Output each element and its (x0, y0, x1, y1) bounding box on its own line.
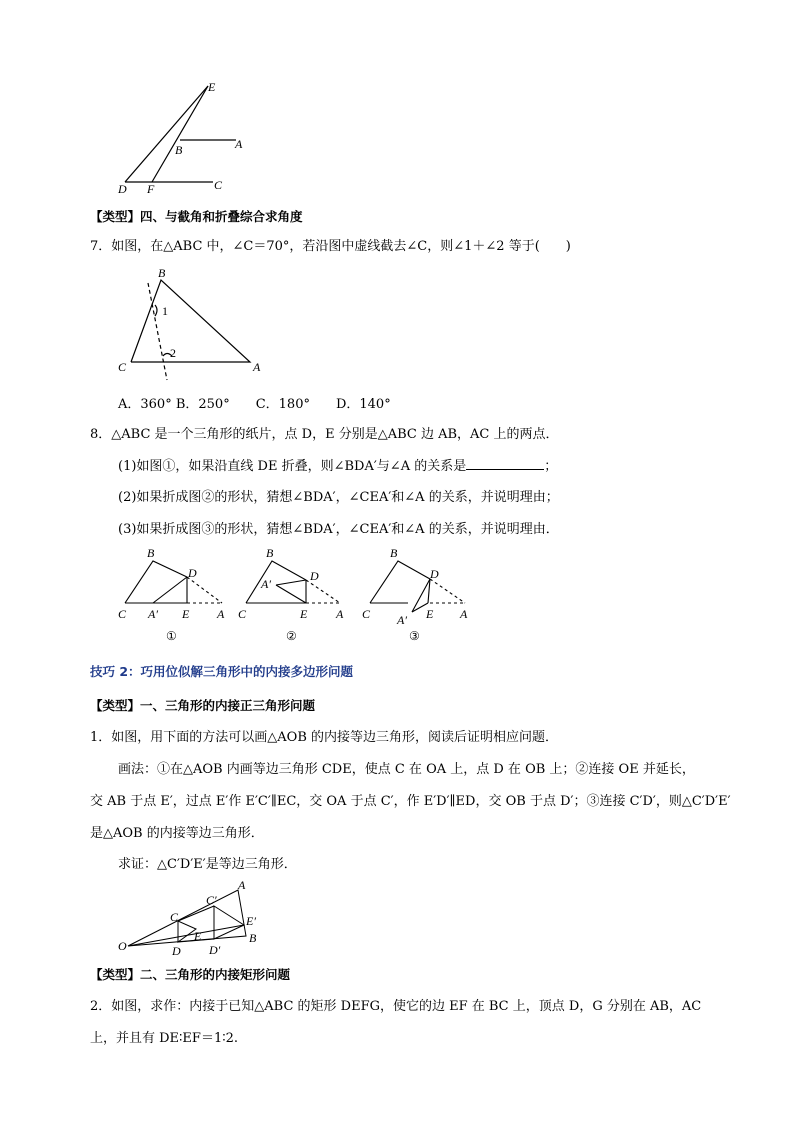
q2-line2: 上，并且有 DE∶EF＝1∶2. (90, 1031, 238, 1046)
q1-method-line3: 是△AOB 的内接等边三角形． (90, 826, 264, 841)
q8-part1 (118, 457, 557, 476)
fold-figure-3 (370, 561, 465, 612)
section-heading-type1: 【类型】一、三角形的内接正三角形问题 (90, 698, 316, 713)
q8-part3: (3)如果折成图③的形状，猜想∠BDA′，∠CEA′和∠A 的关系，并说明理由． (118, 522, 559, 537)
fig2-label-D: D (310, 569, 319, 583)
fig1-caption: ① (166, 629, 177, 643)
fig3-label-D: D (430, 567, 439, 581)
fig3-label-A-prime: A′ (397, 613, 407, 627)
cut-dashed-line (148, 283, 167, 380)
fig2-label-B: B (266, 546, 274, 560)
fig3-label-A: A (460, 607, 468, 621)
q2-line1: 2．如图，求作：内接于已知△ABC 的矩形 DEFG，使它的边 EF 在 BC 上，顶点 D，G 分别在 AB，AC (90, 999, 702, 1014)
q8-fold-figures (112, 543, 482, 645)
fig2-caption: ② (286, 629, 297, 643)
fig2-da-dashed (306, 580, 340, 603)
triangle-aob (128, 890, 246, 946)
fig1-label-A-prime: A′ (148, 607, 158, 621)
fig2-label-A-prime: A′ (261, 577, 271, 591)
q1-proof: 求证：△C′D′E′是等边三角形． (118, 857, 297, 872)
q7-triangle-figure (112, 264, 272, 382)
figure-parallel-lines (110, 76, 250, 198)
label-C: C (214, 178, 223, 192)
label-1: 1 (162, 304, 168, 318)
triangle-abc (131, 280, 250, 362)
fig1-label-B: B (147, 546, 155, 560)
line-ED (125, 86, 208, 182)
label-F: F (147, 182, 155, 196)
fig3-sides (370, 561, 430, 603)
label-A: A (235, 137, 243, 151)
q1-method-line1: 画法：①在△AOB 内画等边三角形 CDE，使点 C 在 OA 上，点 D 在 OB 上；②连接 OE 并延长， (118, 762, 695, 777)
line-oe-extended (128, 925, 244, 946)
label-E: E (194, 929, 202, 943)
q8-part2: (2)如果折成图②的形状，猜想∠BDA′，∠CEA′和∠A 的关系，并说明理由； (118, 490, 559, 505)
q1-inscribed-triangle-figure (116, 876, 266, 960)
label-D-prime: D′ (209, 943, 221, 957)
fig2-label-C: C (238, 607, 247, 621)
q8-part1-text: (1)如图①，如果沿直线 DE 折叠，则∠BDA′与∠A 的关系是 (118, 459, 467, 474)
fig1-label-C: C (118, 607, 127, 621)
fig2-da-prime (276, 580, 306, 585)
tip-2-heading: 技巧 2：巧用位似解三角形中的内接多边形问题 (90, 664, 354, 679)
label-B: B (175, 143, 183, 157)
q7-stem: 7．如图，在△ABC 中，∠C＝70°，若沿图中虚线截去∠C，则∠1＋∠2 等于( ) (90, 239, 571, 254)
q7-options: A．360° B．250° C．180° D．140° (118, 397, 391, 412)
label-2: 2 (170, 346, 176, 360)
triangle-cde-prime (214, 906, 244, 939)
line-EF (152, 86, 208, 182)
fig2-ea-prime (276, 585, 306, 603)
fig2-label-E: E (300, 607, 308, 621)
fold-figure-1 (125, 561, 222, 603)
label-D: D (118, 182, 127, 196)
answer-blank[interactable] (466, 457, 544, 470)
fig2-label-A: A (336, 607, 344, 621)
label-C-prime: C′ (206, 893, 217, 907)
fig1-da-prime (153, 577, 187, 603)
fig1-da-dashed (187, 577, 222, 603)
fig3-label-B: B (390, 546, 398, 560)
label-A: A (253, 360, 261, 374)
fig3-label-C: C (362, 607, 371, 621)
q8-stem: 8．△ABC 是一个三角形的纸片，点 D，E 分别是△ABC 边 AB，AC 上的两点． (90, 427, 559, 442)
label-E-prime: E′ (246, 914, 256, 928)
fig1-label-D: D (188, 566, 197, 580)
label-E: E (208, 80, 216, 94)
label-O: O (118, 939, 127, 953)
segment-cc (178, 906, 214, 921)
label-C: C (170, 910, 179, 924)
fig1-label-A: A (217, 607, 225, 621)
fig1-sides (125, 561, 187, 603)
label-D: D (172, 944, 181, 958)
label-C: C (118, 360, 127, 374)
q1-stem: 1．如图，用下面的方法可以画△AOB 的内接等边三角形，阅读后证明相应问题． (90, 730, 559, 745)
fig1-label-E: E (182, 607, 190, 621)
q8-part1-end: ； (544, 459, 558, 474)
label-B: B (249, 931, 257, 945)
section-heading-type4: 【类型】四、与截角和折叠综合求角度 (90, 209, 303, 224)
angle-1-arc (155, 305, 157, 316)
label-A: A (238, 878, 246, 892)
q1-method-line2: 交 AB 于点 E′，过点 E′作 E′C′∥EC，交 OA 于点 C′，作 E′D′∥ED，交 OB 于点 D′；③连接 C′D′，则△C′D′E′ (90, 794, 731, 809)
section-heading-type2: 【类型】二、三角形的内接矩形问题 (90, 967, 291, 982)
fig3-da-dashed (430, 579, 465, 603)
label-B: B (158, 266, 166, 280)
fig3-label-E: E (426, 607, 434, 621)
fig3-caption: ③ (409, 629, 420, 643)
